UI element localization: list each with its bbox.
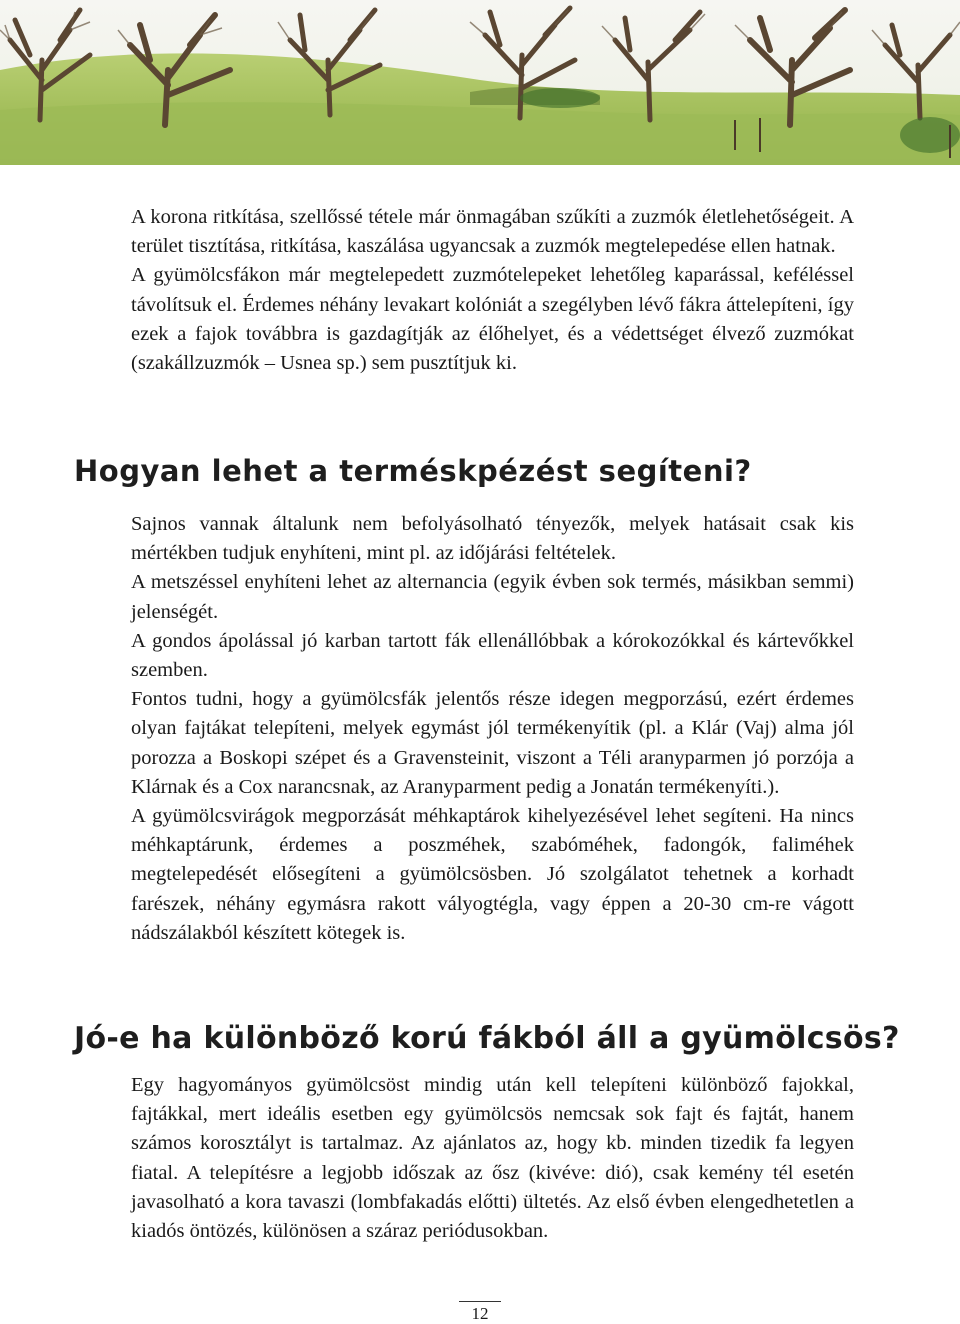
footer-rule xyxy=(459,1301,501,1302)
orchard-banner-image xyxy=(0,0,960,165)
paragraph: A gyümölcsfákon már megtelepedett zuzmótelepeket lehetőleg kaparással, keféléssel távolítsuk el. Érdemes néhány levakart kolóniát a szegélyben lévő fákra áttelepíteni, így ezek a fajok továbbra is gazdagítják az élőhelyet, és a védettséget élvező zuzmókat (szakállzuzmók – Usnea sp.) sem pusztítjuk ki. xyxy=(131,264,854,375)
section-heading-tree-age: Jó-e ha különböző korú fákból áll a gyümölcsös? xyxy=(74,1021,900,1056)
section-heading-fruiting: Hogyan lehet a terméskpézést segíteni? xyxy=(74,454,752,488)
paragraph: Fontos tudni, hogy a gyümölcsfák jelentős része idegen megporzású, ezért érdemes olyan fajtákat telepíteni, melyek egymást jól termékenyítik (pl. a Klár (Vaj) alma jól porozza a Boskopi szépet és a Gravensteinit, viszont a Téli aranyparmen jó porzója a Klárnak és a Cox narancsnak, az Aranyparment pedig a Jonatán termékenyíti.). xyxy=(131,688,854,798)
paragraph: A metszéssel enyhíteni lehet az alternancia (egyik évben sok termés, másikban semmi) jelenségét. xyxy=(131,571,854,623)
section-fruiting-text xyxy=(131,510,854,948)
intro-text xyxy=(131,203,854,378)
section-tree-age-text xyxy=(131,1071,854,1246)
paragraph: Sajnos vannak általunk nem befolyásolható tényezők, melyek hatásait csak kis mértékben tudjuk enyhíteni, mint pl. az időjárási feltételek. xyxy=(131,513,854,565)
orchard-trees-illustration xyxy=(0,0,960,165)
paragraph: A gondos ápolással jó karban tartott fák ellenállóbbak a kórokozókkal és kártevőkkel szemben. xyxy=(131,629,854,682)
paragraph: Egy hagyományos gyümölcsöst mindig után kell telepíteni különböző fajokkal, fajtákkal, mert ideális esetben egy gyümölcsös nemcsak sok fajt és fajtát, hanem számos korosztályt is tartalmaz. Az ajánlatos az, hogy kb. minden tizedik fa legyen fiatal. A telepítésre a legjobb időszak az ősz (kivéve: dió), csak kemény tél esetén javasolható a kora tavaszi (lombfakadás előtti) ültetés. Az első évben elengedhetetlen a kiadós öntözés, különösen a száraz periódusokban. xyxy=(131,1074,854,1243)
paragraph: A korona ritkítása, szellőssé tétele már önmagában szűkíti a zuzmók életlehetőségeit. A terület tisztítása, ritkítása, kaszálása ugyancsak a zuzmók megtelepedése ellen hatnak. xyxy=(131,206,854,258)
page-number: 12 xyxy=(471,1304,489,1323)
paragraph: A gyümölcsvirágok megporzását méhkaptárok kihelyezésével lehet segíteni. Ha nincs méhkaptárunk, érdemes a poszméhek, szabóméhek, fadongók, faliméhek megtelepedését elősegíteni a gyümölcsösben. Jó szolgálatot tehetnek a korhadt farészek, néhány egymásra rakott vályogtégla, vagy éppen a 20-30 cm-re vágott nádszálakból készített kötegek is. xyxy=(131,805,854,944)
